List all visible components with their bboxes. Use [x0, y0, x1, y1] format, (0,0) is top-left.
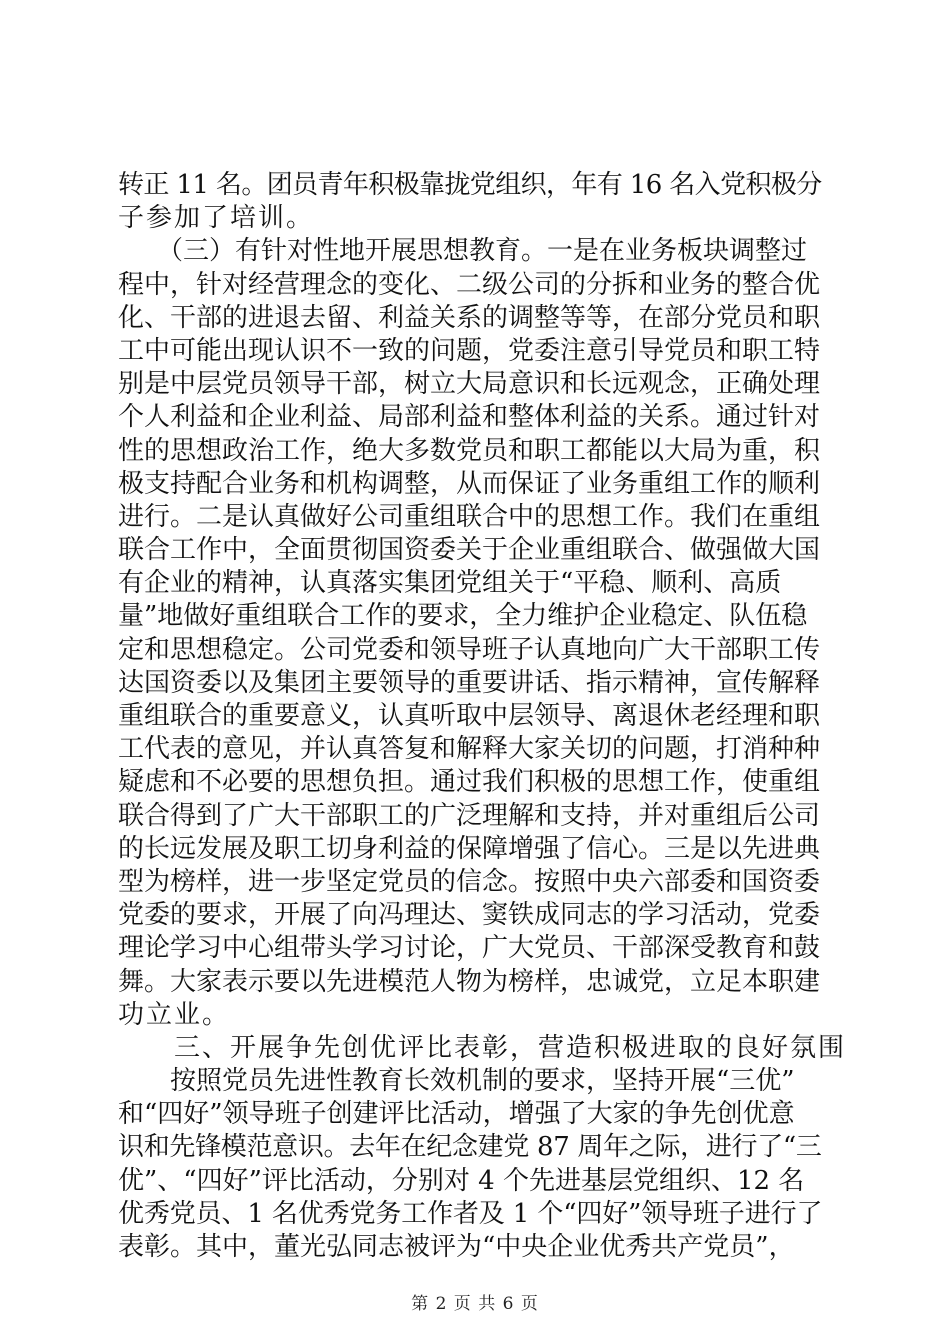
text-line: 表彰。其中，董光弘同志被评为“中央企业优秀共产党员”， [118, 1232, 795, 1262]
text-line: 舞。大家表示要以先进模范人物为榜样，忠诚党，立足本职建 [118, 966, 821, 997]
text-line: 按照党员先进性教育长效机制的要求，坚持开展“三优” [118, 1066, 795, 1097]
text-line: 工中可能出现认识不一致的问题，党委注意引导党员和职工特 [118, 335, 821, 366]
text-line: 达国资委以及集团主要领导的重要讲话、指示精神，宣传解释 [118, 667, 821, 698]
text-line: 性的思想政治工作，绝大多数党员和职工都能以大局为重，积 [118, 435, 821, 466]
text-line: 三、开展争先创优评比表彰，营造积极进取的良好氛围 [118, 1032, 847, 1063]
text-line: 化、干部的进退去留、利益关系的调整等等，在部分党员和职 [118, 302, 821, 333]
text-line: 工代表的意见，并认真答复和解释大家关切的问题，打消种种 [118, 734, 821, 765]
text-line: 联合得到了广大干部职工的广泛理解和支持，并对重组后公司 [118, 800, 821, 831]
text-line: 转正 11 名。团员青年积极靠拢党组织，年有 16 名入党积极分 [118, 170, 822, 200]
text-line: 进行。二是认真做好公司重组联合中的思想工作。我们在重组 [118, 501, 821, 532]
page-footer: 第 2 页 共 6 页 [411, 1294, 539, 1314]
text-line: 极支持配合业务和机构调整，从而保证了业务重组工作的顺利 [118, 468, 821, 499]
text-line: 疑虑和不必要的思想负担。通过我们积极的思想工作，使重组 [118, 767, 821, 798]
text-line: 理论学习中心组带头学习讨论，广大党员、干部深受教育和鼓 [118, 933, 821, 964]
text-line: 优秀党员、1 名优秀党务工作者及 1 个“四好”领导班子进行了 [118, 1198, 823, 1229]
body-text [118, 169, 847, 1264]
text-line: 识和先锋模范意识。去年在纪念建党 87 周年之际，进行了“三 [118, 1132, 822, 1163]
text-line: 个人利益和企业利益、局部利益和整体利益的关系。通过针对 [118, 402, 821, 433]
text-line: 党委的要求，开展了向冯理达、窦铁成同志的学习活动，党委 [118, 900, 821, 931]
text-line: 定和思想稳定。公司党委和领导班子认真地向广大干部职工传 [118, 634, 821, 665]
text-line: 联合工作中，全面贯彻国资委关于企业重组联合、做强做大国 [118, 535, 821, 566]
text-line: 和“四好”领导班子创建评比活动，增强了大家的争先创优意 [118, 1099, 795, 1130]
text-line: 优”、“四好”评比活动，分别对 4 个先进基层党组织、12 名 [118, 1165, 805, 1196]
text-line: 功立业。 [118, 999, 231, 1030]
text-line: 的长远发展及职工切身利益的保障增强了信心。三是以先进典 [118, 833, 821, 864]
text-line: 型为榜样，进一步坚定党员的信念。按照中央六部委和国资委 [118, 866, 821, 897]
text-line: 程中，针对经营理念的变化、二级公司的分拆和业务的整合优 [118, 269, 821, 300]
text-line: 有企业的精神，认真落实集团党组关于“平稳、顺利、高质 [118, 568, 782, 599]
text-line: 子参加了培训。 [118, 203, 315, 234]
text-line: 别是中层党员领导干部，树立大局意识和长远观念，正确处理 [118, 369, 821, 400]
text-line: （三）有针对性地开展思想教育。一是在业务板块调整过 [118, 236, 808, 267]
text-line: 量”地做好重组联合工作的要求，全力维护企业稳定、队伍稳 [118, 601, 808, 632]
text-line: 重组联合的重要意义，认真听取中层领导、离退休老经理和职 [118, 701, 821, 731]
